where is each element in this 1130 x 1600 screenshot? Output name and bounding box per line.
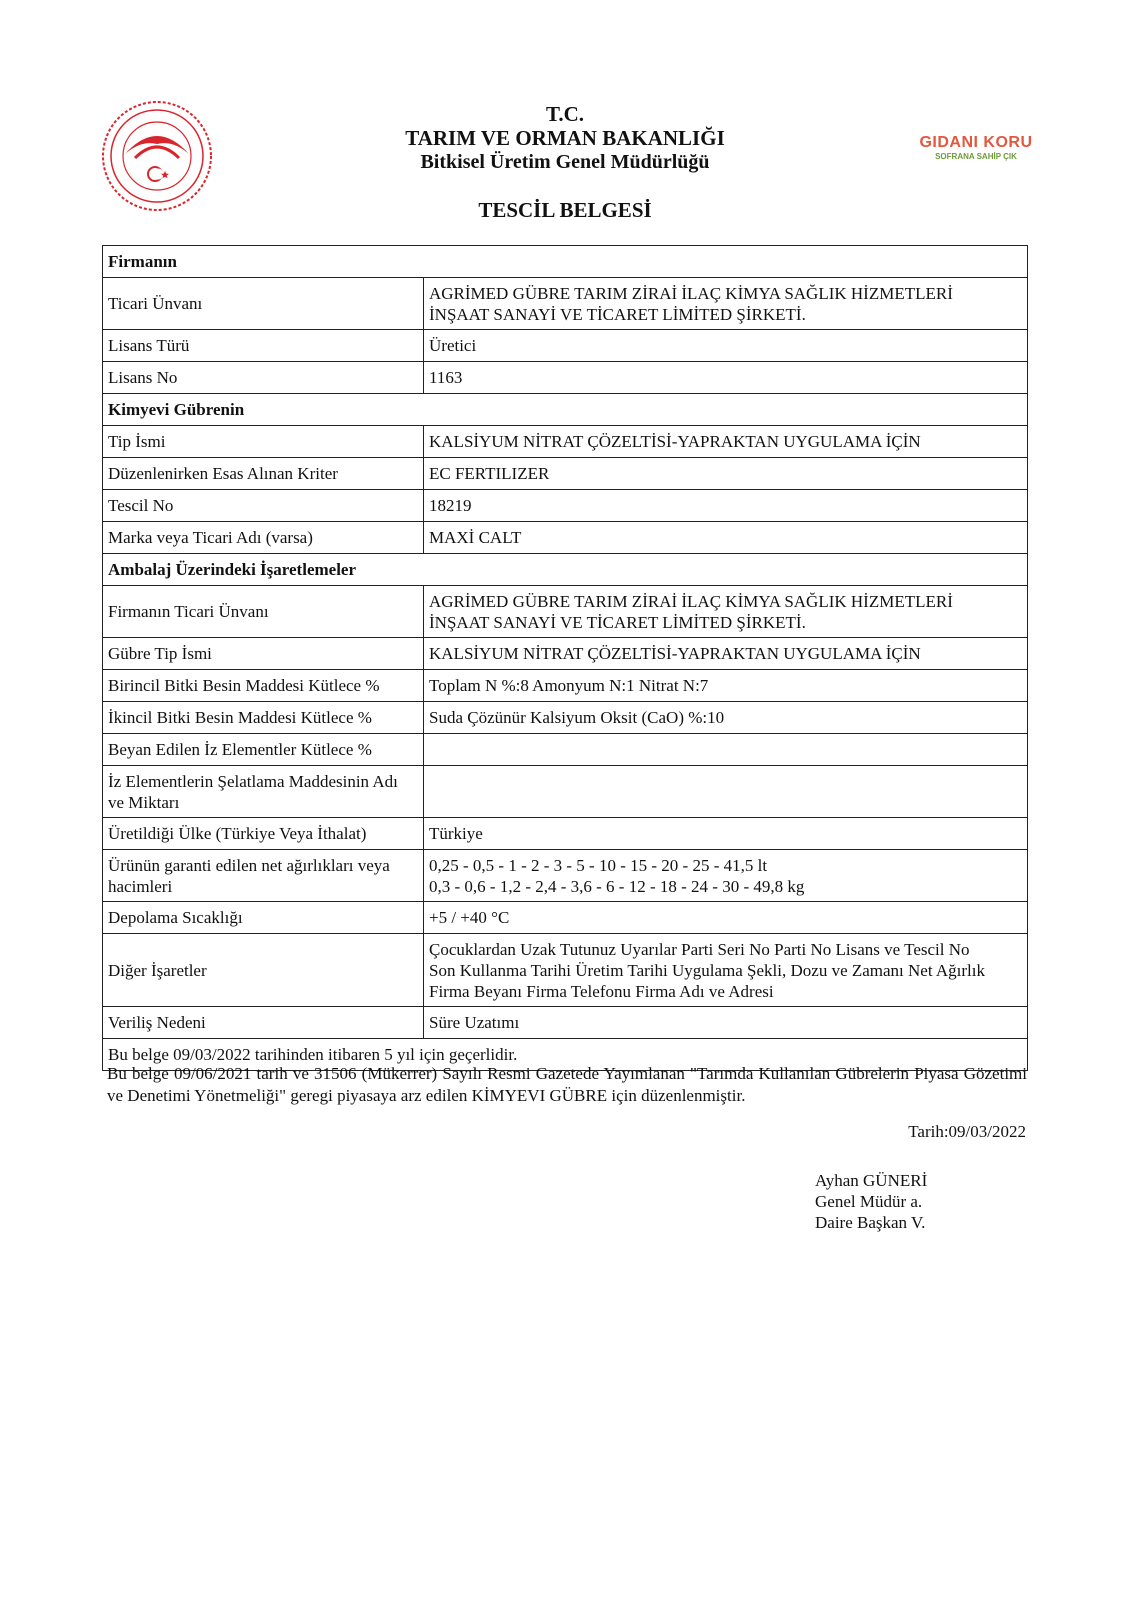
net-quantity-value (424, 850, 1028, 902)
table-row (103, 330, 1028, 362)
table-row (103, 638, 1028, 670)
primary-nutrient-value: Toplam N %:8 Amonyum N:1 Nitrat N:7 (424, 670, 1028, 702)
gidani-koru-logo (914, 134, 1038, 174)
ministry-seal-icon (101, 100, 213, 212)
primary-nutrient-label: Birincil Bitki Besin Maddesi Kütlece % (103, 670, 424, 702)
registration-no-label: Tescil No (103, 490, 424, 522)
table-row (103, 426, 1028, 458)
section-row (103, 246, 1028, 278)
table-row (103, 522, 1028, 554)
license-type-label: Lisans Türü (103, 330, 424, 362)
storage-value: +5 / +40 °C (424, 902, 1028, 934)
firm-trade-name-label: Firmanın Ticari Ünvanı (103, 586, 424, 638)
net-quantity-liters: 0,25 - 0,5 - 1 - 2 - 3 - 5 - 10 - 15 - 20 - 25 - 41,5 lt (429, 855, 768, 875)
fert-type-value: KALSİYUM NİTRAT ÇÖZELTİSİ-YAPRAKTAN UYGULAMA İÇİN (424, 638, 1028, 670)
chelate-label-line-2: ve Miktarı (108, 792, 180, 812)
chelate-label (103, 766, 424, 818)
header-line-ministry: TARIM VE ORMAN BAKANLIĞI (405, 126, 725, 150)
trace-elements-value (424, 734, 1028, 766)
other-markings-label: Diğer İşaretler (103, 934, 424, 1007)
table-row (103, 1007, 1028, 1039)
net-quantity-label (103, 850, 424, 902)
table-row (103, 734, 1028, 766)
issue-reason-label: Veriliş Nedeni (103, 1007, 424, 1039)
secondary-nutrient-label: İkincil Bitki Besin Maddesi Kütlece % (103, 702, 424, 734)
license-no-label: Lisans No (103, 362, 424, 394)
chelate-label-line-1: İz Elementlerin Şelatlama Maddesinin Adı (108, 771, 398, 791)
section-row (103, 554, 1028, 586)
country-value: Türkiye (424, 818, 1028, 850)
brand-tagline: SOFRANA SAHİP ÇIK (935, 152, 1017, 161)
table-row (103, 702, 1028, 734)
table-row (103, 934, 1028, 1007)
table-row (103, 670, 1028, 702)
storage-label: Depolama Sıcaklığı (103, 902, 424, 934)
section-fertilizer-title: Kimyevi Gübrenin (103, 394, 1028, 426)
registration-table (102, 245, 1028, 1071)
other-markings-line-1: Çocuklardan Uzak Tutunuz Uyarılar Parti Seri No Parti No Lisans ve Tescil No (429, 939, 970, 959)
table-row (103, 458, 1028, 490)
net-quantity-label-line-1: Ürünün garanti edilen net ağırlıkları veya (108, 855, 390, 875)
type-name-value: KALSİYUM NİTRAT ÇÖZELTİSİ-YAPRAKTAN UYGULAMA İÇİN (424, 426, 1028, 458)
table-row (103, 902, 1028, 934)
header-line-tc: T.C. (545, 102, 585, 126)
table-row (103, 362, 1028, 394)
document-header (300, 102, 830, 174)
trade-name-line-2: İNŞAAT SANAYİ VE TİCARET LİMİTED ŞİRKETİ. (429, 304, 806, 324)
brand-label: Marka veya Ticari Adı (varsa) (103, 522, 424, 554)
firm-trade-name-line-1: AGRİMED GÜBRE TARIM ZİRAİ İLAÇ KİMYA SAĞLIK HİZMETLERİ (429, 591, 953, 611)
validity-statement: Bu belge 09/03/2022 tarihinden itibaren 5 yıl için geçerlidir. (103, 1039, 1028, 1071)
brand-name: GIDANI KORU (919, 134, 1033, 151)
other-markings-line-3: Firma Beyanı Firma Telefonu Firma Adı ve Adresi (429, 981, 774, 1001)
trade-name-label: Ticari Ünvanı (103, 278, 424, 330)
net-quantity-label-line-2: hacimleri (108, 876, 173, 896)
trade-name-line-1: AGRİMED GÜBRE TARIM ZİRAİ İLAÇ KİMYA SAĞLIK HİZMETLERİ (429, 283, 953, 303)
chelate-value (424, 766, 1028, 818)
trace-elements-label: Beyan Edilen İz Elementler Kütlece % (103, 734, 424, 766)
document-title: TESCİL BELGESİ (478, 198, 652, 222)
signatory-title-1: Genel Müdür a. (815, 1192, 923, 1211)
header-line-directorate: Bitkisel Üretim Genel Müdürlüğü (420, 151, 710, 173)
license-type-value: Üretici (424, 330, 1028, 362)
table-row (103, 818, 1028, 850)
section-packaging-title: Ambalaj Üzerindeki İşaretlemeler (103, 554, 1028, 586)
trade-name-value (424, 278, 1028, 330)
document-date: Tarih:09/03/2022 (908, 1122, 1026, 1141)
type-name-label: Tip İsmi (103, 426, 424, 458)
ministry-seal-logo (101, 100, 213, 212)
signature-block (815, 1170, 927, 1233)
section-firm-title: Firmanın (103, 246, 1028, 278)
net-quantity-kg: 0,3 - 0,6 - 1,2 - 2,4 - 3,6 - 6 - 12 - 18 - 24 - 30 - 49,8 kg (429, 876, 805, 896)
other-markings-line-2: Son Kullanma Tarihi Üretim Tarihi Uygulama Şekli, Dozu ve Zamanı Net Ağırlık (429, 960, 985, 980)
table-row (103, 850, 1028, 902)
brand-value: MAXİ CALT (424, 522, 1028, 554)
registration-no-value: 18219 (424, 490, 1028, 522)
secondary-nutrient-value: Suda Çözünür Kalsiyum Oksit (CaO) %:10 (424, 702, 1028, 734)
firm-trade-name-value (424, 586, 1028, 638)
country-label: Üretildiği Ülke (Türkiye Veya İthalat) (103, 818, 424, 850)
table-row (103, 766, 1028, 818)
regulation-footnote: Bu belge 09/06/2021 tarih ve 31506 (Mükerrer) Sayılı Resmi Gazetede Yayımlanan "Tarımda Kullanılan Gübrelerin Piyasa Gözetimi ve Denetimi Yönetmeliği" geregi piyasaya arz edilen KİMYEVI GÜBRE için düzenlenmiştir. (107, 1064, 1027, 1105)
table-row (103, 278, 1028, 330)
signatory-name: Ayhan GÜNERİ (815, 1171, 928, 1190)
fert-type-label: Gübre Tip İsmi (103, 638, 424, 670)
issue-reason-value: Süre Uzatımı (424, 1007, 1028, 1039)
other-markings-value (424, 934, 1028, 1007)
table-row (103, 586, 1028, 638)
license-no-value: 1163 (424, 362, 1028, 394)
firm-trade-name-line-2: İNŞAAT SANAYİ VE TİCARET LİMİTED ŞİRKETİ. (429, 612, 806, 632)
criteria-value: EC FERTILIZER (424, 458, 1028, 490)
signatory-title-2: Daire Başkan V. (815, 1213, 926, 1232)
criteria-label: Düzenlenirken Esas Alınan Kriter (103, 458, 424, 490)
table-row (103, 490, 1028, 522)
section-row (103, 394, 1028, 426)
